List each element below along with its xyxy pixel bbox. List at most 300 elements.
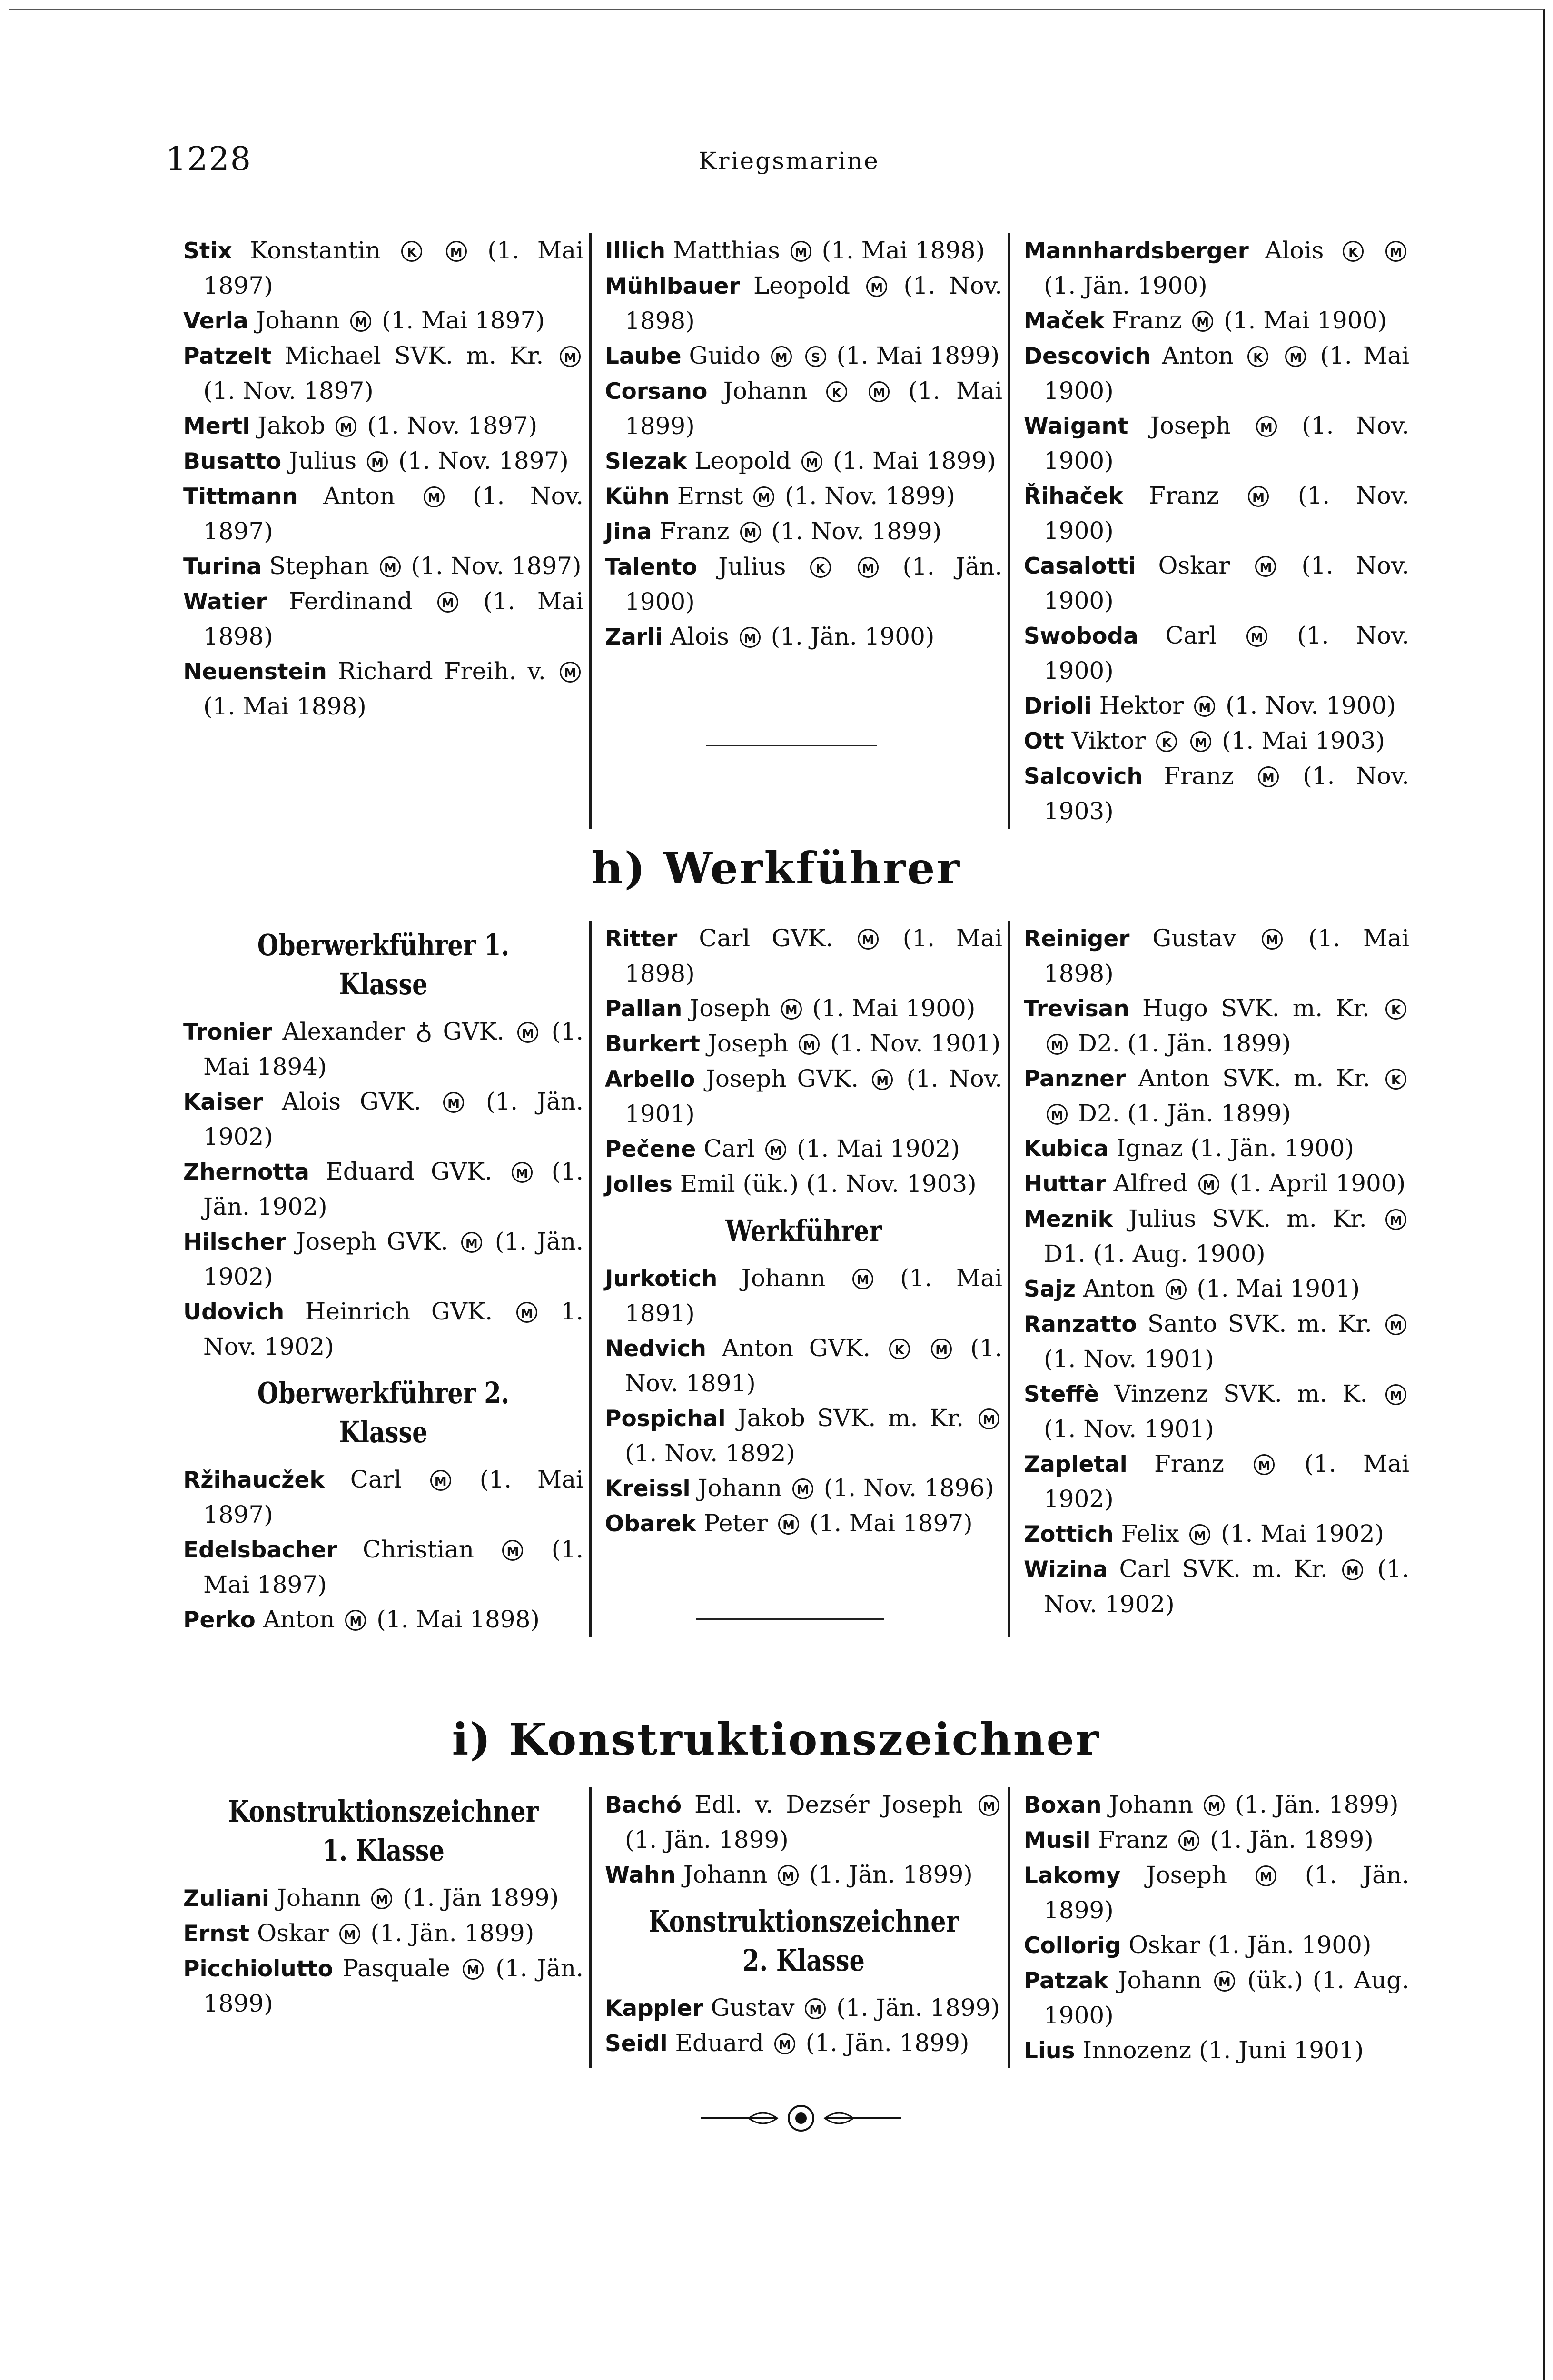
entry-surname: Drioli — [1024, 693, 1092, 719]
entry-details: Matthias M (1. Mai 1898) — [665, 237, 985, 264]
list-item — [1024, 688, 1409, 724]
medal-m-icon: M — [778, 1514, 799, 1535]
medal-k-icon: K — [1247, 346, 1268, 367]
medal-m-icon: M — [371, 1888, 392, 1909]
entry-surname: Wizina — [1024, 1557, 1108, 1583]
entry-surname: Kaiser — [183, 1089, 263, 1115]
entry-surname: Reiniger — [1024, 926, 1130, 952]
entry-details: Franz M (1. Nov. 1903) — [1044, 762, 1409, 825]
list-item — [183, 303, 584, 338]
entry-surname: Busatto — [183, 448, 282, 475]
subheading-line: 2. Klasse — [742, 1943, 865, 1978]
medal-k-icon: K — [401, 241, 422, 262]
list-item — [1024, 233, 1409, 303]
list-item — [1024, 1963, 1409, 2033]
entry-details: Stephan M (1. Nov. 1897) — [261, 552, 582, 580]
list-item — [183, 479, 584, 549]
entry-surname: Nedvich — [605, 1336, 706, 1362]
list-item — [183, 338, 584, 408]
entry-details: Richard Freih. v. M (1. Mai 1898) — [203, 657, 584, 720]
entry-details: Joseph M (1. Nov. 1900) — [1044, 412, 1409, 475]
list-item — [1024, 618, 1409, 688]
medal-k-icon: K — [1343, 241, 1364, 262]
entry-surname: Zuliani — [183, 1885, 270, 1912]
subheading-oberwerkfuehrer-1: Oberwerkführer 1. Klasse — [257, 928, 510, 1002]
list-item — [183, 1951, 584, 2021]
medal-m-icon: M — [866, 276, 887, 297]
entry-details: Ferdinand M (1. Mai 1898) — [203, 587, 584, 650]
list-item — [183, 444, 584, 479]
list-item — [1024, 1858, 1409, 1928]
medal-m-icon: M — [805, 1998, 826, 2019]
entry-details: Franz M (1. Nov. 1900) — [1044, 482, 1409, 545]
list-item — [605, 1991, 1002, 2026]
medal-s-icon: S — [805, 346, 826, 367]
section-title-konstruktionszeichner: i) Konstruktionszeichner — [452, 1714, 1100, 1765]
entry-surname: Ržihaucžek — [183, 1467, 325, 1493]
entry-surname: Sajz — [1024, 1276, 1076, 1302]
list-item — [1024, 921, 1409, 991]
medal-m-icon: M — [512, 1162, 533, 1183]
entry-details: Jakob M (1. Nov. 1897) — [250, 412, 538, 439]
list-konstruktionszeichner-2 — [605, 1991, 1002, 2061]
entry-surname: Zhernotta — [183, 1159, 309, 1185]
section-title-werkfuehrer: h) Werkführer — [591, 843, 961, 894]
list-item — [183, 549, 584, 584]
entry-details: Franz M (1. Jän. 1899) — [1090, 1826, 1374, 1854]
entry-details: Franz M (1. Nov. 1899) — [652, 517, 942, 545]
medal-m-icon: M — [516, 1302, 537, 1323]
entry-surname: Verla — [183, 308, 248, 334]
list-item — [183, 233, 584, 303]
medal-m-icon: M — [1254, 1454, 1275, 1475]
entry-surname: Watier — [183, 589, 267, 615]
page — [9, 9, 1545, 2380]
list-item — [605, 1857, 1002, 1893]
entry-details: Carl M (1. Mai 1897) — [203, 1466, 584, 1528]
list-item — [183, 1294, 584, 1364]
list-item — [605, 1787, 1002, 1857]
list-item — [1024, 408, 1409, 478]
medal-m-icon: M — [858, 557, 879, 578]
medal-m-icon: M — [1248, 486, 1269, 507]
list-item — [183, 408, 584, 444]
entry-details: Johann M (1. Mai 1897) — [248, 307, 545, 334]
entry-surname: Kühn — [605, 484, 670, 510]
list-item — [1024, 1271, 1409, 1307]
list-item — [1024, 338, 1409, 408]
list-item — [1024, 2033, 1409, 2068]
medal-m-icon: M — [1194, 696, 1215, 717]
entry-details: Joseph M (1. Nov. 1901) — [700, 1030, 1001, 1057]
list-item — [1024, 1787, 1409, 1823]
entry-surname: Patzak — [1024, 1968, 1108, 1994]
list-item — [605, 619, 1002, 654]
list-item — [605, 2026, 1002, 2061]
entry-details: Johann M (1. Mai 1891) — [625, 1264, 1002, 1327]
list-item — [605, 479, 1002, 514]
medal-m-icon: M — [517, 1022, 538, 1043]
medal-m-icon: M — [872, 1069, 893, 1090]
entry-surname: Zarli — [605, 624, 663, 650]
entry-details: Innozenz (1. Juni 1901) — [1075, 2036, 1364, 2064]
medal-m-icon: M — [858, 929, 879, 950]
entry-surname: Boxan — [1024, 1792, 1102, 1818]
entry-details: Alois GVK. M (1. Jän. 1902) — [203, 1088, 584, 1150]
section-g-col-1 — [178, 233, 589, 829]
medal-m-icon: M — [1258, 766, 1279, 787]
entry-surname: Kubica — [1024, 1136, 1109, 1162]
entry-surname: Turina — [183, 554, 262, 580]
entry-details: Michael SVK. m. Kr. M (1. Nov. 1897) — [203, 342, 584, 405]
entry-surname: Maček — [1024, 308, 1105, 334]
entry-surname: Descovich — [1024, 343, 1151, 369]
list-item — [605, 444, 1002, 479]
entry-details: Joseph GVK. M (1. Nov. 1901) — [625, 1065, 1002, 1128]
medal-m-icon: M — [1246, 626, 1267, 647]
entry-details: Gustav M (1. Jän. 1899) — [703, 1994, 1000, 2022]
list-item — [605, 374, 1002, 444]
list-item — [605, 268, 1002, 338]
list-item — [1024, 724, 1409, 759]
section-h-col-2 — [589, 921, 1008, 1637]
section-h-columns — [178, 921, 1415, 1637]
entry-surname: Wahn — [605, 1862, 676, 1888]
subheading-konstruktionszeichner-2 — [641, 1902, 967, 1980]
medal-m-icon: M — [801, 451, 822, 472]
entry-details: Guido M S (1. Mai 1899) — [681, 342, 1000, 369]
list-item — [1024, 1307, 1409, 1377]
list-item — [605, 549, 1002, 619]
medal-m-icon: M — [560, 662, 581, 683]
entry-details: Viktor K M (1. Mai 1903) — [1064, 727, 1385, 754]
medal-m-icon: M — [774, 2033, 795, 2054]
list-item — [183, 1014, 584, 1084]
entry-details: Ernst M (1. Nov. 1899) — [669, 482, 955, 510]
entry-details: Emil (ük.) (1. Nov. 1903) — [672, 1170, 977, 1198]
entry-surname: Pallan — [605, 996, 683, 1022]
subheading-konstruktionszeichner-1 — [219, 1792, 548, 1870]
list-item — [1024, 1552, 1409, 1622]
medal-m-icon: M — [1166, 1279, 1187, 1300]
entry-surname: Slezak — [605, 448, 687, 475]
list-item — [183, 584, 584, 654]
list-item — [605, 1131, 1002, 1167]
medal-m-icon: M — [781, 999, 802, 1020]
entry-details: Anton M (1. Mai 1898) — [255, 1606, 540, 1633]
entry-details: Julius M (1. Nov. 1897) — [281, 447, 569, 475]
medal-m-icon: M — [1255, 556, 1276, 577]
divider — [706, 745, 877, 746]
entry-surname: Panzner — [1024, 1066, 1126, 1092]
entry-details: Johann M (1. Jän. 1899) — [675, 1861, 973, 1888]
medal-m-icon: M — [1178, 1830, 1199, 1851]
list-item — [1024, 1928, 1409, 1963]
section-h-col-3 — [1008, 921, 1415, 1637]
section-g-columns — [178, 233, 1415, 829]
entry-details: Carl SVK. m. Kr. M (1. Nov. 1902) — [1044, 1555, 1409, 1618]
medal-m-icon: M — [1256, 416, 1277, 437]
medal-m-icon: M — [979, 1408, 999, 1429]
section-h-col-1 — [178, 921, 589, 1637]
entry-surname: Burkert — [605, 1031, 700, 1057]
entry-details: Franz M (1. Mai 1900) — [1104, 307, 1387, 334]
entry-details: Julius SVK. m. Kr. M D1. (1. Aug. 1900) — [1044, 1205, 1409, 1268]
entry-surname: Collorig — [1024, 1933, 1121, 1959]
medal-m-icon: M — [502, 1540, 523, 1561]
entry-surname: Salcovich — [1024, 764, 1143, 790]
medal-m-icon: M — [560, 346, 581, 367]
entry-surname: Meznik — [1024, 1206, 1113, 1232]
entry-surname: Jolles — [605, 1171, 673, 1198]
list-oberwerkfuehrer-2 — [183, 1462, 584, 1637]
entry-surname: Tronier — [183, 1019, 272, 1045]
medal-m-icon: M — [1256, 1865, 1276, 1886]
medal-m-icon: M — [740, 627, 761, 648]
entry-surname: Ott — [1024, 728, 1064, 754]
entry-surname: Ranzatto — [1024, 1311, 1137, 1338]
ornament-icon — [701, 2104, 901, 2132]
entry-details: Carl M (1. Mai 1902) — [696, 1135, 960, 1162]
entry-details: Ignaz (1. Jän. 1900) — [1108, 1134, 1354, 1162]
entry-details: Julius K M (1. Jän. 1900) — [625, 553, 1002, 615]
entry-details: Konstantin K M (1. Mai 1897) — [203, 237, 584, 299]
list-item — [605, 233, 1002, 268]
list-item — [183, 1881, 584, 1916]
entry-surname: Mannhardsberger — [1024, 238, 1249, 264]
medal-m-icon: M — [1385, 1314, 1406, 1335]
list-item — [1024, 759, 1409, 829]
list-item — [1024, 1823, 1409, 1858]
medal-m-icon: M — [336, 416, 356, 437]
entry-surname: Mertl — [183, 413, 250, 439]
entry-details: Edl. v. Dezsér Joseph M (1. Jän. 1899) — [625, 1791, 1002, 1854]
entry-details: Anton GVK. K M (1. Nov. 1891) — [625, 1334, 1002, 1397]
medal-m-icon: M — [430, 1470, 451, 1491]
entry-details: Alfred M (1. April 1900) — [1106, 1170, 1406, 1197]
entry-details: Peter M (1. Mai 1897) — [696, 1509, 973, 1537]
list-item — [1024, 478, 1409, 548]
medal-m-icon: M — [424, 486, 445, 507]
entry-surname: Casalotti — [1024, 553, 1136, 579]
entry-surname: Ernst — [183, 1921, 250, 1947]
page-header — [166, 140, 1413, 193]
medal-m-icon: M — [799, 1034, 820, 1055]
list-item — [1024, 1131, 1409, 1166]
subheading-line: 1. Klasse — [322, 1833, 445, 1868]
list-item — [1024, 1517, 1409, 1552]
entry-details: Hektor M (1. Nov. 1900) — [1091, 692, 1396, 719]
subheading-line: Konstruktionszeichner — [228, 1794, 539, 1829]
entry-surname: Mühlbauer — [605, 273, 740, 299]
entry-details: Anton M (1. Nov. 1897) — [203, 482, 584, 545]
entry-surname: Stix — [183, 238, 232, 264]
medal-m-icon: M — [1198, 1174, 1219, 1195]
medal-m-icon: M — [1342, 1559, 1363, 1580]
section-i-col-2 — [589, 1787, 1008, 2068]
medal-m-icon: M — [1192, 311, 1213, 332]
medal-m-icon: M — [350, 311, 371, 332]
entry-details: Leopold M (1. Mai 1899) — [687, 447, 996, 475]
medal-m-icon: M — [792, 1478, 813, 1499]
entry-details: Gustav M (1. Mai 1898) — [1044, 924, 1409, 987]
medal-m-icon: M — [380, 556, 401, 577]
entry-details: Carl GVK. M (1. Mai 1898) — [625, 924, 1003, 987]
entry-details: Leopold M (1. Nov. 1898) — [625, 272, 1003, 335]
entry-surname: Kappler — [605, 1995, 703, 2022]
entry-surname: Tittmann — [183, 484, 298, 510]
entry-details: Johann M (1. Jän. 1899) — [1101, 1791, 1399, 1818]
section-i-columns — [178, 1787, 1415, 2068]
list-item — [1024, 1166, 1409, 1201]
medal-m-icon: M — [979, 1795, 999, 1816]
entry-surname: Huttar — [1024, 1171, 1106, 1197]
list-werkfuehrer — [605, 1261, 1002, 1541]
list-item — [1024, 548, 1409, 618]
medal-m-icon: M — [1285, 346, 1306, 367]
section-i-col-1 — [178, 1787, 589, 2068]
list-item — [183, 1224, 584, 1294]
medal-m-icon: M — [869, 381, 890, 402]
entry-surname: Illich — [605, 238, 666, 264]
list-item — [605, 921, 1002, 991]
entry-details: Vinzenz SVK. m. K. M (1. Nov. 1901) — [1044, 1380, 1409, 1443]
entry-surname: Swoboda — [1024, 623, 1138, 649]
entry-surname: Seidl — [605, 2031, 668, 2057]
list-item — [183, 1532, 584, 1602]
medal-k-icon: K — [1385, 999, 1406, 1020]
list-item — [183, 1602, 584, 1637]
entry-details: Oskar M (1. Jän. 1899) — [249, 1919, 534, 1947]
list-konstruktionszeichner-1-cont — [605, 1787, 1002, 1893]
entry-details: Alexander ♁ GVK. M (1. Mai 1894) — [203, 1018, 584, 1081]
entry-details: Eduard GVK. M (1. Jän. 1902) — [203, 1158, 584, 1220]
entry-surname: Obarek — [605, 1511, 696, 1537]
medal-m-icon: M — [461, 1232, 482, 1253]
entry-details: Felix M (1. Mai 1902) — [1113, 1520, 1384, 1547]
entry-details: Franz M (1. Mai 1902) — [1044, 1450, 1409, 1513]
section-g-col-2 — [589, 233, 1008, 829]
entry-surname: Talento — [605, 554, 697, 580]
medal-m-icon: M — [778, 1865, 799, 1886]
medal-m-icon: M — [345, 1610, 366, 1631]
entry-details: Alois K M (1. Jän. 1900) — [1044, 237, 1409, 299]
list-oberwerkfuehrer-1 — [183, 1014, 584, 1364]
entry-surname: Jurkotich — [605, 1266, 718, 1292]
entry-surname: Lakomy — [1024, 1863, 1121, 1889]
entry-surname: Jina — [605, 519, 652, 545]
list-item — [605, 1471, 1002, 1506]
list-item — [183, 1462, 584, 1532]
divider — [696, 1618, 884, 1620]
medal-k-icon: K — [1385, 1069, 1406, 1090]
medal-m-icon: M — [1262, 929, 1283, 950]
entry-surname: Neuenstein — [183, 659, 327, 685]
entry-surname: Trevisan — [1024, 996, 1129, 1022]
list-item — [1024, 1201, 1409, 1271]
entry-details: Jakob SVK. m. Kr. M (1. Nov. 1892) — [625, 1404, 1002, 1467]
entry-details: Johann M (1. Jän 1899) — [269, 1884, 559, 1912]
list-item — [1024, 1061, 1409, 1131]
entry-surname: Musil — [1024, 1827, 1091, 1854]
medal-m-icon: M — [1204, 1795, 1225, 1816]
entry-details: Anton K M (1. Mai 1900) — [1044, 342, 1410, 405]
list-item — [1024, 303, 1409, 338]
entry-details: Hugo SVK. m. Kr. K M D2. (1. Jän. 1899) — [1044, 994, 1409, 1057]
medal-m-icon: M — [1190, 731, 1211, 752]
entry-surname: Picchiolutto — [183, 1956, 333, 1982]
list-item — [183, 654, 584, 724]
entry-surname: Zapletal — [1024, 1451, 1128, 1478]
entry-surname: Ritter — [605, 926, 678, 952]
medal-m-icon: M — [852, 1269, 873, 1289]
entry-details: Carl M (1. Nov. 1900) — [1044, 622, 1410, 684]
section-i-col-3 — [1008, 1787, 1415, 2068]
list-item — [183, 1916, 584, 1951]
list-item — [605, 991, 1002, 1026]
entry-details: Anton SVK. m. Kr. K M D2. (1. Jän. 1899) — [1044, 1064, 1409, 1127]
medal-m-icon: M — [740, 522, 761, 543]
entry-surname: Hilscher — [183, 1229, 286, 1255]
entry-details: Eduard M (1. Jän. 1899) — [667, 2029, 969, 2057]
list-item — [605, 514, 1002, 549]
entry-surname: Lius — [1024, 2038, 1075, 2064]
entry-surname: Kreissl — [605, 1476, 691, 1502]
subheading-line: Konstruktionszeichner — [648, 1904, 959, 1939]
entry-details: Joseph GVK. M (1. Jän. 1902) — [203, 1228, 584, 1290]
medal-m-icon: M — [765, 1139, 786, 1160]
medal-m-icon: M — [1385, 1384, 1406, 1405]
section-g-col-3 — [1008, 233, 1415, 829]
medal-m-icon: M — [1214, 1971, 1235, 1992]
list-item — [605, 1026, 1002, 1061]
medal-m-icon: M — [771, 346, 792, 367]
medal-m-icon: M — [1189, 1524, 1210, 1545]
medal-m-icon: M — [463, 1959, 484, 1980]
entry-details: Alois M (1. Jän. 1900) — [663, 623, 935, 650]
entry-surname: Edelsbacher — [183, 1537, 337, 1563]
medal-m-icon: M — [1047, 1034, 1068, 1055]
entry-surname: Pečene — [605, 1136, 696, 1162]
entry-surname: Corsano — [605, 378, 708, 405]
entry-surname: Patzelt — [183, 343, 272, 369]
subheading-werkfuehrer: Werkführer — [725, 1213, 882, 1248]
list-item — [1024, 1447, 1409, 1517]
entry-details: Johann M (ük.) (1. Aug. 1900) — [1044, 1966, 1409, 2029]
entry-details: Anton M (1. Mai 1901) — [1076, 1275, 1360, 1302]
entry-details: Johann K M (1. Mai 1899) — [625, 377, 1002, 440]
entry-surname: Udovich — [183, 1299, 285, 1325]
entry-details: Joseph M (1. Jän. 1899) — [1044, 1861, 1409, 1924]
list-oberwerkfuehrer-cont — [605, 921, 1002, 1202]
list-item — [605, 1261, 1002, 1331]
medal-m-icon: M — [791, 241, 811, 262]
list-item — [605, 1061, 1002, 1131]
list-item — [605, 1506, 1002, 1541]
entry-details: Pasquale M (1. Jän. 1899) — [203, 1954, 584, 2017]
page-number: 1228 — [166, 140, 252, 178]
medal-m-icon: M — [446, 241, 467, 262]
list-item — [605, 1167, 1002, 1202]
medal-m-icon: M — [1047, 1104, 1068, 1125]
entry-surname: Laube — [605, 343, 682, 369]
entry-surname: Zottich — [1024, 1521, 1114, 1547]
entry-details: Oskar (1. Jän. 1900) — [1121, 1931, 1372, 1959]
entry-details: Christian M (1. Mai 1897) — [203, 1536, 584, 1598]
entry-surname: Arbello — [605, 1066, 695, 1092]
entry-details: Oskar M (1. Nov. 1900) — [1044, 552, 1409, 615]
entry-surname: Steffè — [1024, 1381, 1099, 1408]
